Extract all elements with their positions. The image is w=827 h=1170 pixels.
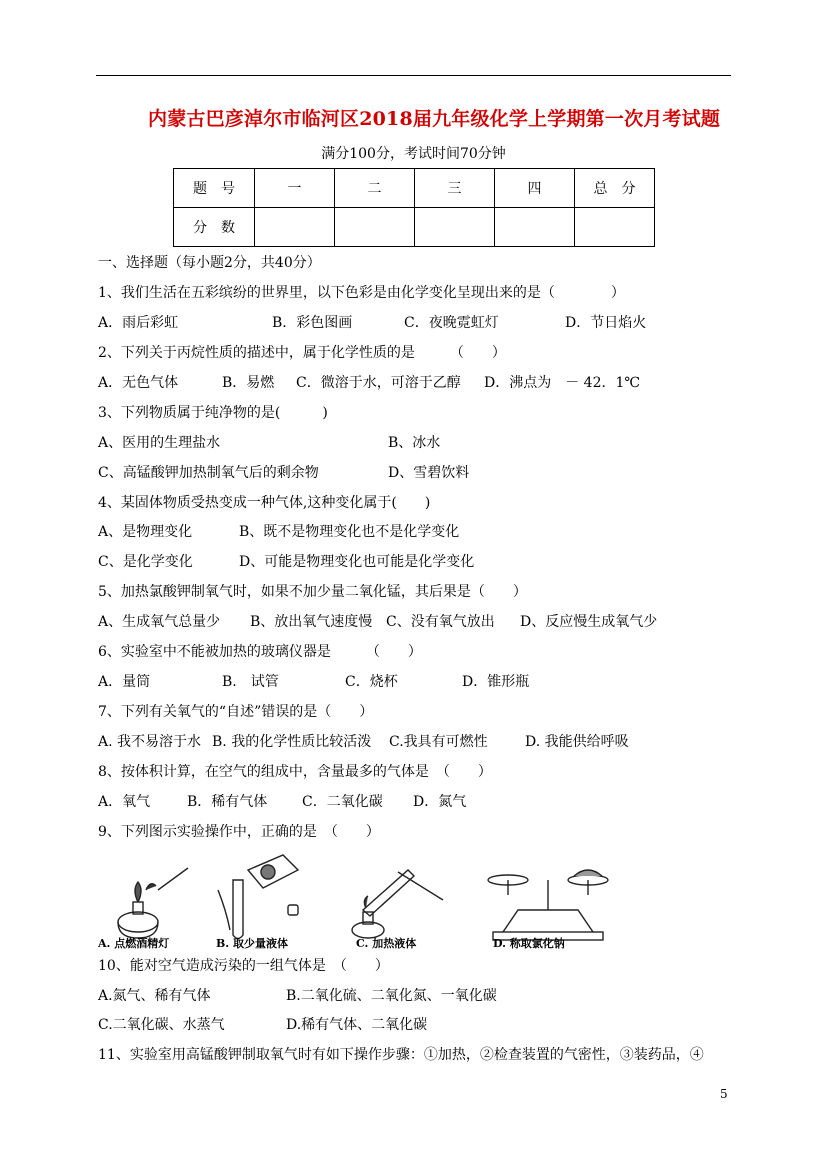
page-number: 5: [720, 1087, 728, 1101]
option: B、放出氧气速度慢: [250, 614, 373, 630]
header-rule: [96, 75, 731, 76]
figure-caption: D. 称取氯化钠: [493, 937, 565, 950]
table-cell: 三: [415, 169, 495, 208]
table-cell: [575, 208, 655, 247]
option: C.我具有可燃性: [389, 734, 488, 750]
section-heading: 一、选择题（每小题2分，共40分）: [98, 255, 321, 271]
option: B、冰水: [388, 435, 441, 451]
option: B. 我的化学性质比较活泼: [212, 734, 372, 750]
option: A.氮气、稀有气体: [98, 988, 211, 1004]
option: B. 试管: [222, 674, 279, 690]
table-cell: [495, 208, 575, 247]
table-cell: [255, 208, 335, 247]
option: C．二氧化碳: [302, 794, 383, 810]
option: B、既不是物理变化也不是化学变化: [239, 524, 460, 540]
table-cell: 一: [255, 169, 335, 208]
question-stem: 11、实验室用高锰酸钾制取氧气时有如下操作步骤：①加热，②检查装置的气密性，③装药品，④: [98, 1047, 704, 1063]
figure-caption: B. 取少量液体: [216, 937, 288, 950]
option: C．夜晚霓虹灯: [404, 315, 499, 331]
option: D．锥形瓶: [462, 674, 530, 690]
heating-test-tube-drawing: [352, 870, 443, 938]
option: C、是化学变化: [98, 554, 193, 570]
question-stem: 8、按体积计算，在空气的组成中，含量最多的气体是 （ ）: [98, 764, 492, 780]
option: C、没有氧气放出: [386, 614, 495, 630]
option: B．彩色图画: [272, 315, 353, 331]
option: D、反应慢生成氧气少: [520, 614, 658, 630]
score-table-score-row: [174, 208, 655, 247]
table-cell: 总 分: [575, 169, 655, 208]
option: A．氧气: [98, 794, 151, 810]
score-table-header-row: [174, 169, 655, 208]
option: A、是物理变化: [98, 524, 193, 540]
question-stem: 5、加热氯酸钾制氧气时，如果不加少量二氧化锰，其后果是（ ）: [98, 584, 527, 600]
alcohol-lamp-drawing: [118, 868, 188, 938]
option: A．量筒: [98, 674, 151, 690]
exam-subtitle: 满分100分，考试时间70分钟: [321, 146, 506, 162]
option: B．稀有气体: [187, 794, 268, 810]
option: D.稀有气体、二氧化碳: [286, 1017, 428, 1033]
option: D．节日焰火: [565, 315, 647, 331]
balance-scale-drawing: [488, 870, 608, 940]
figure-caption: A. 点燃酒精灯: [98, 937, 170, 950]
table-cell: 四: [495, 169, 575, 208]
option: C．烧杯: [345, 674, 398, 690]
option: D、可能是物理变化也可能是化学变化: [239, 554, 475, 570]
option: A．无色气体: [98, 375, 179, 391]
question-stem: 10、能对空气造成污染的一组气体是 （ ）: [98, 958, 389, 974]
lab-operations-figure: [98, 850, 618, 950]
table-cell: 分 数: [174, 208, 255, 247]
option: C、高锰酸钾加热制氧气后的剩余物: [98, 465, 319, 481]
table-cell: 二: [335, 169, 415, 208]
figure-caption: C. 加热液体: [356, 937, 417, 950]
table-cell: [415, 208, 495, 247]
question-stem: 9、下列图示实验操作中，正确的是 （ ）: [98, 824, 380, 840]
option: C．微溶于水，可溶于乙醇: [296, 375, 461, 391]
option: B．易燃: [222, 375, 275, 391]
option: A. 我不易溶于水: [98, 734, 202, 750]
exam-title: 内蒙古巴彦淖尔市临河区2018届九年级化学上学期第一次月考试题: [148, 108, 721, 130]
option: D．氮气: [413, 794, 467, 810]
option: B.二氧化硫、二氧化氮、一氧化碳: [286, 988, 497, 1004]
question-stem: 4、某固体物质受热变成一种气体,这种变化属于( ): [98, 495, 431, 511]
option: A、医用的生理盐水: [98, 435, 221, 451]
question-stem: 1、我们生活在五彩缤纷的世界里，以下色彩是由化学变化呈现出来的是（ ）: [98, 285, 625, 301]
question-stem: 2、下列关于丙烷性质的描述中，属于化学性质的是 （ ）: [98, 345, 506, 361]
score-table: [173, 168, 655, 247]
option: D．沸点为 － 42．1℃: [484, 375, 641, 391]
option: D、雪碧饮料: [388, 465, 470, 481]
option: A．雨后彩虹: [98, 315, 179, 331]
option: C.二氧化碳、水蒸气: [98, 1017, 225, 1033]
option: A、生成氧气总量少: [98, 614, 221, 630]
pouring-liquid-drawing: [218, 855, 298, 939]
question-stem: 3、下列物质属于纯净物的是( ): [98, 405, 328, 421]
table-cell: [335, 208, 415, 247]
option: D. 我能供给呼吸: [525, 734, 629, 750]
question-stem: 7、下列有关氧气的“自述”错误的是（ ）: [98, 704, 374, 720]
question-stem: 6、实验室中不能被加热的玻璃仪器是 （ ）: [98, 644, 422, 660]
table-cell: 题 号: [174, 169, 255, 208]
